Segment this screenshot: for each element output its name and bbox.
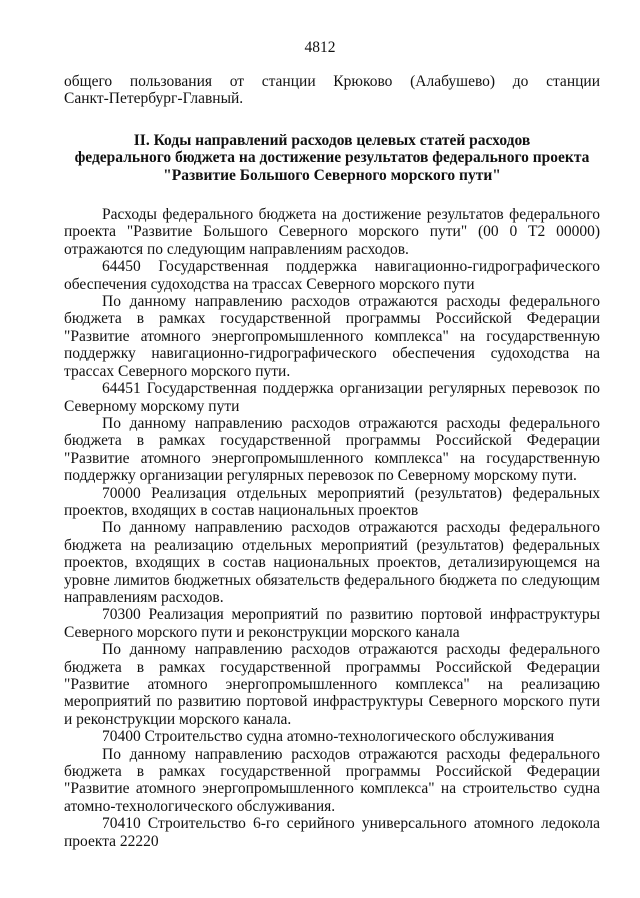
code-64451-title: 64451 Государственная поддержка организации регулярных перевозок по Северному морскому пути: [64, 380, 600, 415]
heading-line-1: II. Коды направлений расходов целевых статей расходов: [133, 131, 531, 149]
code-64451-description: По данному направлению расходов отражаются расходы федерального бюджета в рамках государственной программы Российской Федерации "Развитие атомного энергопромышленного комплекса" на государственную поддержку организации регулярных перевозок по Северному морскому пути.: [64, 414, 600, 485]
heading-line-3: "Развитие Большого Северного морского пути": [163, 166, 501, 184]
section-heading: [64, 132, 600, 184]
intro-line-1: общего пользования от станции Крюково (Алабушево) до станции: [64, 73, 600, 90]
code-70300-title: 70300 Реализация мероприятий по развитию портовой инфраструктуры Северного морского пути и реконструкции морского канала: [64, 606, 600, 641]
paragraph-intro: Расходы федерального бюджета на достижение результатов федерального проекта "Развитие Большого Северного морского пути" (00 0 Т2 00000) отражаются по следующим направлениям расходов.: [64, 206, 600, 258]
heading-line-2: федерального бюджета на достижение результатов федерального проекта: [74, 149, 590, 167]
page-number: 4812: [304, 39, 336, 56]
document-body: [64, 73, 600, 850]
code-70400-description: По данному направлению расходов отражаются расходы федерального бюджета в рамках государственной программы Российской Федерации "Развитие атомного энергопромышленного комплекса" на строительство судна атомно-технологического обслуживания.: [64, 745, 600, 815]
code-64450-description: По данному направлению расходов отражаются расходы федерального бюджета в рамках государственной программы Российской Федерации "Развитие атомного энергопромышленного комплекса" на государственную поддержку навигационно-гидрографического обеспечения судоходства на трассах Северного морского пути.: [64, 293, 600, 380]
code-64450-title: 64450 Государственная поддержка навигационно-гидрографического обеспечения судоходства на трассах Северного морского пути: [64, 258, 600, 293]
code-70400-title: 70400 Строительство судна атомно-технологического обслуживания: [102, 728, 555, 746]
code-70410-title: 70410 Строительство 6-го серийного универсального атомного ледокола проекта 22220: [64, 815, 600, 850]
code-70300-description: По данному направлению расходов отражаются расходы федерального бюджета в рамках государственной программы Российской Федерации "Развитие атомного энергопромышленного комплекса" на реализацию мероприятий по развитию портовой инфраструктуры Северного морского пути и реконструкции морского канала.: [64, 641, 600, 728]
intro-line-2: Санкт-Петербург-Главный.: [64, 90, 244, 108]
code-70000-title: 70000 Реализация отдельных мероприятий (результатов) федеральных проектов, входящих в состав национальных проектов: [64, 484, 600, 519]
code-70000-description: По данному направлению расходов отражаются расходы федерального бюджета на реализацию отдельных мероприятий (результатов) федеральных проектов, входящих в состав национальных проектов, детализирующемся на уровне лимитов бюджетных обязательств федерального бюджета по следующим направлениям расходов.: [64, 519, 600, 606]
